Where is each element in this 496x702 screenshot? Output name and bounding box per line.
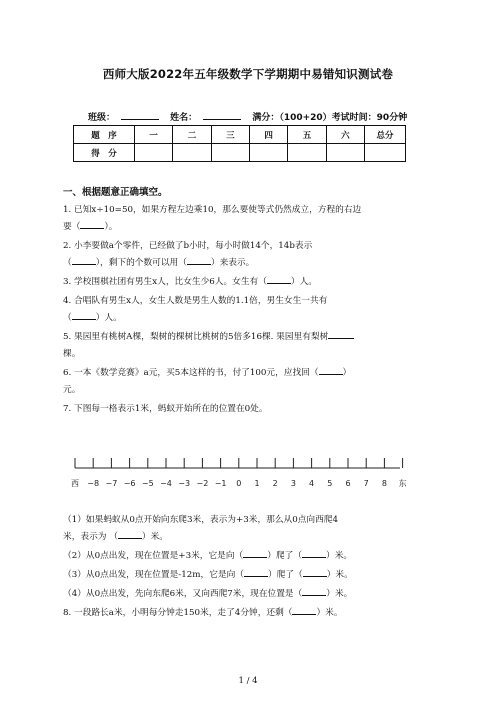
question-7-1-line-2: 米，表示为 （ ）米。 [63,529,168,545]
score-table [73,125,406,162]
number-line-labels [71,478,407,488]
number-line-label: 5 [327,479,333,488]
number-line-ticks [75,458,403,468]
number-line-label: −5 [141,479,154,488]
question-2-line-1: 2. 小李要做a个零件，已经做了b小时，每小时做14个，14b表示 [63,241,313,251]
answer-blank[interactable] [244,567,268,577]
question-7-1-line-1: （1）如果蚂蚁从0点开始向东爬3米，表示为+3米，那么从0点向西爬4 [63,515,339,525]
score-cell[interactable] [365,144,406,162]
answer-blank[interactable] [303,567,327,577]
page-title: 西师大版2022年五年级数学下学期期中易错知识测试卷 [102,67,394,81]
answer-blank[interactable] [72,255,96,265]
answer-blank[interactable] [319,365,343,375]
question-6-line-1: 6. 一本《数学竞赛》a元，买5本这样的书，付了100元，应找回（ ） [63,365,351,381]
question-2-line-2: （ ），剩下的个数可以用（ ）来表示。 [63,255,254,271]
score-table-score-row [74,144,406,162]
score-header-cell: 总分 [365,126,406,144]
answer-blank[interactable] [80,219,104,229]
number-line-label: 7 [363,479,369,488]
class-label: 班级： [88,113,116,123]
score-header-cell: 题 序 [74,126,135,144]
score-header-cell: 二 [173,126,211,144]
answer-blank[interactable] [118,529,142,539]
answer-blank[interactable] [243,548,267,558]
number-line-label: −4 [160,479,172,488]
number-line-label: −1 [214,479,227,488]
number-line-label: −3 [178,479,191,488]
answer-blank[interactable] [292,605,316,615]
answer-blank[interactable] [187,255,211,265]
number-line-label: 4 [309,479,315,488]
score-table-header-row [74,126,406,144]
number-line-label: 0 [236,479,242,488]
question-5-line-1: 5. 果园里有桃树A棵，梨树的棵树比桃树的5倍多16棵. 果园里有梨树 [63,329,354,345]
score-time-label: 满分：（100+20）考试时间：90分钟 [252,113,408,123]
name-label: 姓名： [170,113,198,123]
answer-blank[interactable] [267,274,291,284]
name-blank[interactable] [203,110,241,120]
score-header-cell: 三 [211,126,249,144]
question-4-line-2: （ ）人。 [63,310,122,326]
number-line-diagram [60,442,420,494]
number-line-label: 3 [290,479,296,488]
score-cell[interactable] [135,144,173,162]
number-line-label: 1 [254,479,260,488]
score-header-cell: 四 [249,126,287,144]
score-cell[interactable] [326,144,364,162]
exam-info [88,110,413,123]
score-cell[interactable] [249,144,287,162]
score-header-cell: 六 [326,126,364,144]
score-cell[interactable] [211,144,249,162]
answer-blank[interactable] [302,548,326,558]
question-7-3: （3）从0点出发，现在位置是-12m，它是向（ ）爬了（ ）米。 [63,567,353,583]
answer-blank[interactable] [302,586,326,596]
score-row-label: 得 分 [74,144,135,162]
score-cell[interactable] [173,144,211,162]
question-5-line-2: 棵。 [63,349,81,359]
number-line-label: 西 [71,479,79,488]
number-line-label: −6 [123,479,136,488]
number-line-label: 东 [398,479,407,488]
class-blank[interactable] [121,110,159,120]
number-line-label: −8 [87,479,100,488]
number-line-label: −2 [196,479,209,488]
question-7-4: （4）从0点出发，先向东爬6米，又向西爬7米，现在位置是（ ）米。 [63,586,352,602]
answer-blank[interactable] [72,310,96,320]
page-number: 1 / 4 [238,676,258,686]
question-3: 3. 学校围棋社团有男生x人，比女生少6人。女生有（ ）人。 [63,274,317,290]
question-1-line-2: 要（ ）。 [63,219,117,235]
question-4-line-1: 4. 合唱队有男生x人，女生人数是男生人数的1.1倍，男生女生一共有 [63,296,328,306]
score-cell[interactable] [288,144,326,162]
question-6-line-2: 元。 [63,385,81,395]
number-line-label: 8 [381,479,387,488]
score-header-cell: 五 [288,126,326,144]
section-heading: 一、根据题意正确填空。 [63,187,168,198]
question-7-intro: 7. 下图每一格表示1米，蚂蚁开始所在的位置在0处。 [63,404,268,414]
score-header-cell: 一 [135,126,173,144]
question-1-line-1: 1. 已知x÷10=50，如果方程左边乘10，那么要使等式仍然成立，方程的右边 [63,205,362,215]
question-8: 8. 一段路长a米，小明每分钟走150米，走了4分钟，还剩（ ）米。 [63,605,343,621]
number-line-label: 6 [345,479,351,488]
number-line-label: −7 [105,479,118,488]
number-line-label: 2 [272,479,278,488]
answer-blank[interactable] [328,329,354,339]
question-7-2: （2）从0点出发，现在位置是+3米，它是向（ ）爬了（ ）米。 [63,548,352,564]
